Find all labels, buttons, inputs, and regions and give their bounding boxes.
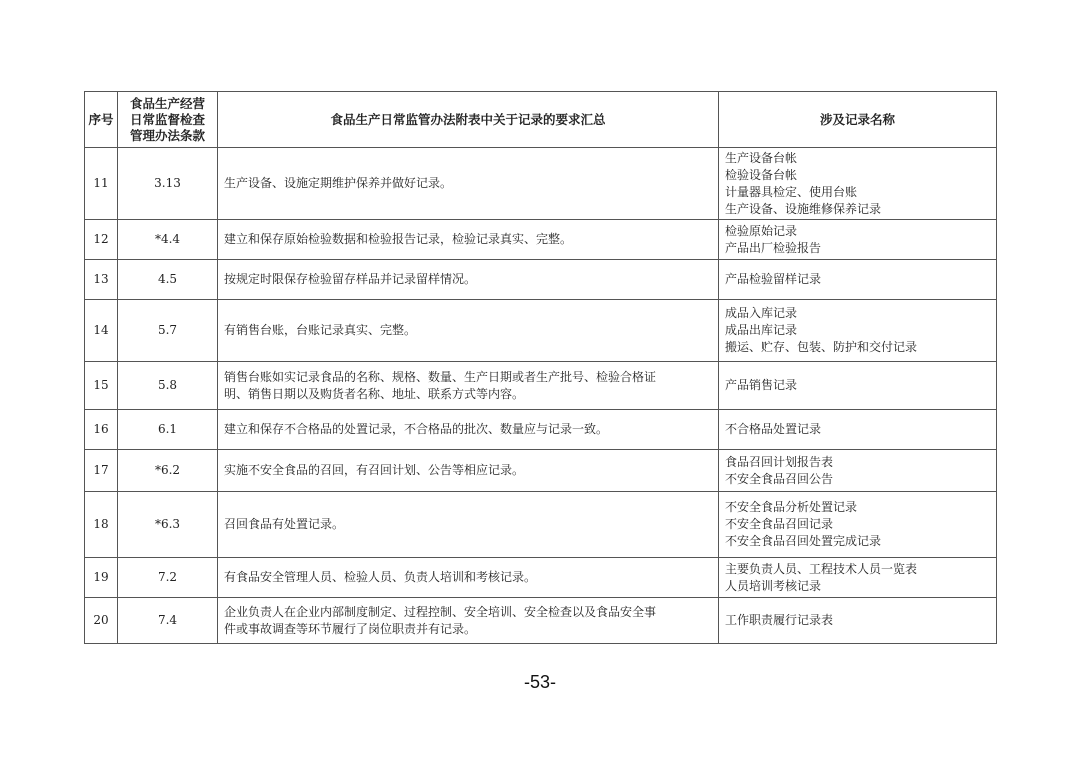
table-row [85,410,997,450]
row-clause: 5.8 [118,362,218,410]
row-requirement [218,598,719,644]
record-name: 检验原始记录 [725,223,798,238]
record-name: 不安全食品召回处置完成记录 [725,534,882,548]
requirement-line: 按规定时限保存检验留存样品并记录留样情况。 [224,272,477,286]
requirement-line: 建立和保存不合格品的处置记录，不合格品的批次、数量应与记录一致。 [224,422,609,436]
record-name: 搬运、贮存、包装、防护和交付记录 [725,340,918,354]
header-clause: 食品生产经营日常监督检查管理办法条款 [118,92,218,148]
row-requirement [218,450,719,492]
row-clause: 4.5 [118,260,218,300]
row-requirement [218,558,719,598]
row-requirement [218,148,719,220]
record-name: 产品检验留样记录 [725,272,822,286]
row-requirement [218,362,719,410]
requirement-line: 建立和保存原始检验数据和检验报告记录，检验记录真实、完整。 [224,232,573,246]
row-record-names [719,220,997,260]
row-seq: 11 [85,148,118,220]
row-clause: *6.3 [118,492,218,558]
record-name: 食品召回计划报告表 [725,454,834,469]
table-row [85,148,997,220]
record-name: 不安全食品召回记录 [725,517,834,531]
row-clause: *6.2 [118,450,218,492]
row-clause: 6.1 [118,410,218,450]
requirement-line: 有销售台账，台账记录真实、完整。 [224,323,417,337]
requirement-line: 召回食品有处置记录。 [224,517,345,531]
requirement-line: 生产设备、设施定期维护保养并做好记录。 [224,176,453,190]
requirement-line: 有食品安全管理人员、检验人员、负责人培训和考核记录。 [224,570,537,584]
record-name: 不合格品处置记录 [725,422,822,436]
row-clause: *4.4 [118,220,218,260]
record-name: 不安全食品分析处置记录 [725,500,858,514]
record-name: 主要负责人员、工程技术人员一览表 [725,561,918,576]
requirement-line: 实施不安全食品的召回，有召回计划、公告等相应记录。 [224,463,525,477]
table-header-row [85,92,997,148]
row-requirement [218,410,719,450]
row-record-names [719,148,997,220]
row-record-names [719,450,997,492]
row-seq: 18 [85,492,118,558]
row-record-names [719,260,997,300]
row-clause: 3.13 [118,148,218,220]
row-record-names [719,558,997,598]
row-record-names [719,598,997,644]
record-name: 生产设备台帐 [725,150,798,165]
record-name: 生产设备、设施维修保养记录 [725,201,882,216]
records-table [84,91,997,644]
row-seq: 19 [85,558,118,598]
row-seq: 20 [85,598,118,644]
table-row [85,300,997,362]
row-record-names [719,362,997,410]
row-record-names [719,492,997,558]
record-name: 人员培训考核记录 [725,578,822,593]
record-name: 工作职责履行记录表 [725,613,834,627]
page-number: -53- [523,672,556,692]
record-name: 产品出厂检验报告 [725,240,822,255]
row-record-names [719,410,997,450]
record-name: 检验设备台帐 [725,167,798,182]
record-name: 不安全食品召回公告 [725,471,834,486]
record-name: 产品销售记录 [725,378,798,392]
row-clause: 7.4 [118,598,218,644]
record-name: 计量器具检定、使用台账 [725,184,858,199]
row-requirement [218,492,719,558]
requirement-line: 明、销售日期以及购货者名称、地址、联系方式等内容。 [224,386,525,401]
row-seq: 12 [85,220,118,260]
row-seq: 16 [85,410,118,450]
table-row [85,598,997,644]
table-row [85,450,997,492]
record-name: 成品出库记录 [725,323,798,337]
record-name: 成品入库记录 [725,306,798,320]
requirement-line: 企业负责人在企业内部制度制定、过程控制、安全培训、安全检查以及食品安全事 [224,604,657,619]
table-body [85,148,997,644]
row-record-names [719,300,997,362]
table-row [85,362,997,410]
header-requirement: 食品生产日常监管办法附表中关于记录的要求汇总 [218,92,719,148]
requirement-line: 销售台账如实记录食品的名称、规格、数量、生产日期或者生产批号、检验合格证 [224,369,657,384]
row-seq: 17 [85,450,118,492]
table-row [85,220,997,260]
table-row [85,558,997,598]
row-seq: 14 [85,300,118,362]
row-requirement [218,260,719,300]
row-seq: 15 [85,362,118,410]
row-requirement [218,300,719,362]
header-seq: 序号 [85,92,118,148]
row-clause: 7.2 [118,558,218,598]
table-row [85,260,997,300]
table-row [85,492,997,558]
requirement-line: 件或事故调查等环节履行了岗位职责并有记录。 [224,621,477,636]
row-requirement [218,220,719,260]
row-clause: 5.7 [118,300,218,362]
row-seq: 13 [85,260,118,300]
header-record-names: 涉及记录名称 [719,92,997,148]
